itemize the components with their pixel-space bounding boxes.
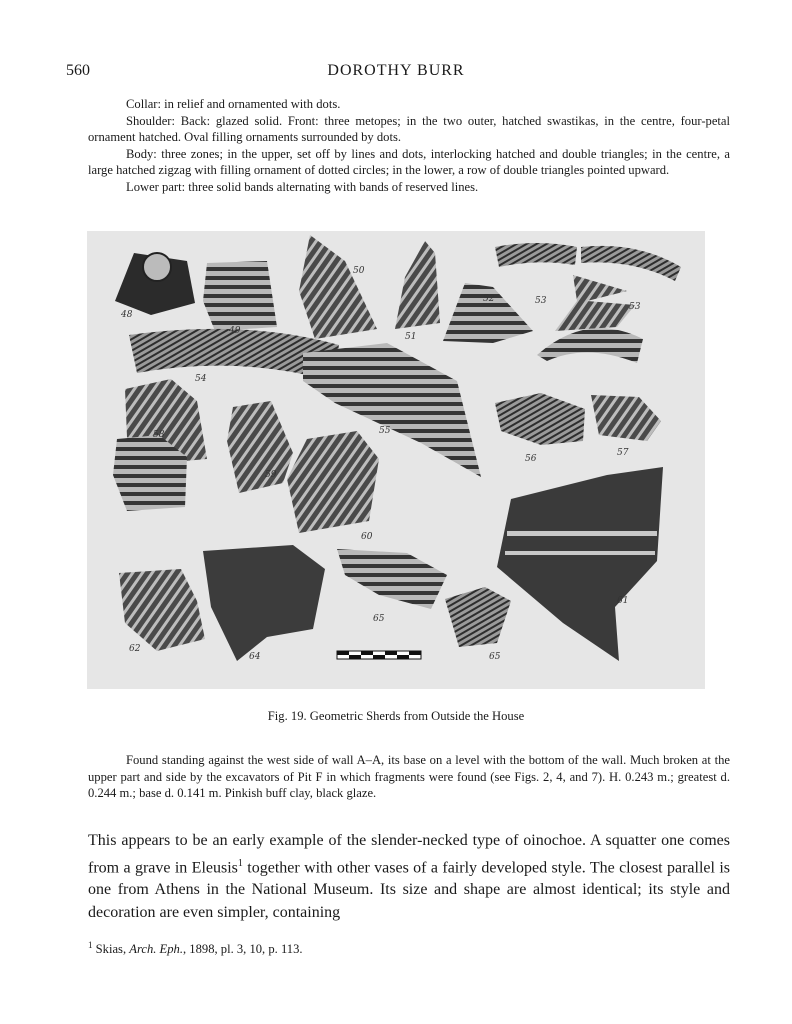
- sherd-label: 52: [483, 294, 495, 304]
- footnote-citation: , 1898, pl. 3, 10, p. 113.: [183, 942, 303, 957]
- description-body: Body: three zones; in the upper, set off by lines and dots, interlocking hatched and double triangles; in the centre, a large hatched zigzag with filling ornament of dotted circles; in the lower, a row of double triangles pointed upward.: [88, 146, 730, 178]
- footnote: [88, 940, 303, 957]
- body-paragraph: [88, 830, 730, 924]
- body-text-part: together with other vases of a fairly developed style. The closest parallel is one from Athens in the National Museum. Its size and shape are almost identical; its style and decoration are even simpler, containing: [88, 858, 730, 921]
- footnote-journal: Arch. Eph.: [129, 942, 183, 957]
- description-block: [88, 96, 730, 196]
- footnote-reference[interactable]: 1: [237, 857, 243, 869]
- sherd-label: 53: [535, 296, 547, 306]
- found-paragraph-block: [88, 752, 730, 802]
- sherd-label: 59: [265, 470, 277, 480]
- sherd-label: 64: [249, 652, 261, 662]
- scale-bar: [337, 651, 421, 659]
- footnote-marker: 1: [88, 940, 93, 950]
- sherd-label: 57: [617, 448, 629, 458]
- sherd-label: 60: [361, 532, 373, 542]
- sherd-label: 48: [121, 310, 133, 320]
- sherd-49: [203, 261, 277, 331]
- sherd-label: 62: [129, 644, 141, 654]
- footnote-author: Skias,: [95, 942, 130, 957]
- sherd-label: 49: [229, 326, 241, 336]
- sherd-label: 54: [195, 374, 207, 384]
- body-text-part: This appears to be an early example of the slender-necked type of oinochoe. A squatter one comes from a grave in Eleusis: [88, 832, 730, 876]
- sherd-label: 58: [153, 430, 165, 440]
- description-lower-part: Lower part: three solid bands alternating with bands of reserved lines.: [126, 179, 479, 194]
- body-text-block: [88, 830, 730, 924]
- figure-caption: Fig. 19. Geometric Sherds from Outside the House: [267, 709, 525, 723]
- sherd-label: 65: [373, 614, 385, 624]
- figure-photograph: [87, 231, 705, 689]
- sherd-label: 53: [629, 302, 641, 312]
- sherd-label: 55: [379, 426, 391, 436]
- sherd-label: 61: [617, 596, 629, 606]
- running-head: DOROTHY BURR: [327, 62, 465, 79]
- found-paragraph: Found standing against the west side of wall A–A, its base on a level with the bottom of the wall. Much broken at the upper part and side by the excavators of Pit F in which fragments were found (see Figs. 2, 4, and 7). H. 0.243 m.; greatest d. 0.244 m.; base d. 0.141 m. Pinkish buff clay, black glaze.: [88, 753, 730, 801]
- sherd-label: 65: [489, 652, 501, 662]
- sherd-label: 56: [525, 454, 537, 464]
- sherd-label: 51: [405, 332, 417, 342]
- page-number: 560: [66, 62, 90, 79]
- sherd-label: 50: [353, 266, 365, 276]
- description-collar: Collar: in relief and ornamented with dots.: [126, 97, 341, 111]
- description-shoulder: Shoulder: Back: glazed solid. Front: three metopes; in the two outer, hatched swastikas, in the centre, four-petal ornament hatched. Oval filling ornaments surrounded by dots.: [88, 113, 730, 145]
